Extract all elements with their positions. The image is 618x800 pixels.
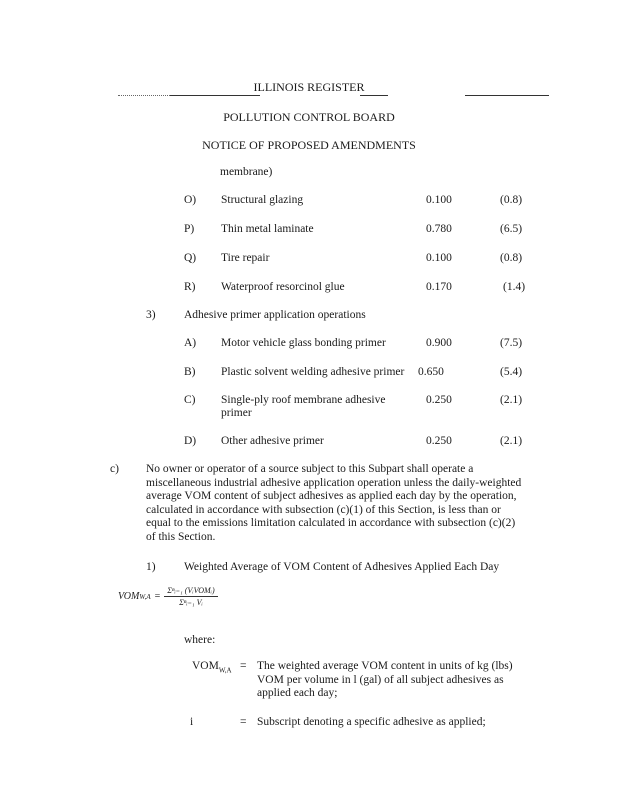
header-rule-mid	[360, 95, 388, 96]
section-3-number: 3)	[146, 309, 156, 321]
item-d-label: D)	[184, 435, 197, 447]
definition-vom-text: The weighted average VOM content in units of kg (lbs) VOM per volume in l (gal) of all subject adhesives as applied each day;	[257, 660, 513, 699]
item-r-value1: 0.170	[426, 281, 452, 293]
section-3-title: Adhesive primer application operations	[184, 309, 366, 321]
definition-i-term: i	[190, 716, 194, 728]
item-q-value2: (0.8)	[500, 252, 523, 264]
item-d-value1: 0.250	[426, 435, 452, 447]
formula-equals: =	[154, 591, 161, 602]
section-c-label: c)	[110, 463, 119, 475]
item-a-name: Motor vehicle glass bonding primer	[221, 337, 386, 349]
header-rule-left	[170, 95, 260, 96]
item-b-value2: (5.4)	[500, 366, 523, 378]
item-b-label: B)	[184, 366, 196, 378]
item-b-name: Plastic solvent welding adhesive primer	[221, 366, 405, 378]
item-p-value1: 0.780	[426, 223, 452, 235]
board-title: POLLUTION CONTROL BOARD	[223, 110, 395, 124]
formula-lhs-sub: W,A	[139, 592, 151, 601]
where-label: where:	[184, 634, 216, 646]
item-a-value1: 0.900	[426, 337, 452, 349]
register-title: ILLINOIS REGISTER	[253, 80, 365, 94]
item-r-name: Waterproof resorcinol glue	[221, 281, 345, 293]
item-r-value2: (1.4)	[503, 281, 526, 293]
definition-vom-term-main: VOM	[192, 660, 219, 672]
item-o-name: Structural glazing	[221, 194, 304, 206]
item-b-value1: 0.650	[418, 366, 444, 378]
item-r-label: R)	[184, 281, 196, 293]
item-q-value1: 0.100	[426, 252, 452, 264]
item-o-value2: (0.8)	[500, 194, 523, 206]
formula-numerator: Σⁿᵢ₌₁ (VᵢVOMᵢ)	[164, 586, 217, 597]
item-o-label: O)	[184, 194, 197, 206]
header-rule-right	[465, 95, 549, 96]
weighted-average-formula	[118, 586, 218, 607]
definition-vom-term	[192, 660, 232, 674]
subsection-1-title: Weighted Average of VOM Content of Adhesives Applied Each Day	[184, 561, 500, 573]
item-c-value1: 0.250	[426, 394, 452, 406]
subsection-1-number: 1)	[146, 561, 156, 573]
item-a-value2: (7.5)	[500, 337, 523, 349]
header-left-dots	[118, 95, 170, 96]
item-p-label: P)	[184, 223, 195, 235]
item-o-value1: 0.100	[426, 194, 452, 206]
item-c-label: C)	[184, 394, 196, 406]
item-q-name: Tire repair	[221, 252, 270, 264]
formula-lhs: VOM	[118, 591, 140, 602]
item-d-value2: (2.1)	[500, 435, 523, 447]
item-c-value2: (2.1)	[500, 394, 523, 406]
definition-i-text: Subscript denoting a specific adhesive as applied;	[257, 716, 486, 728]
item-p-value2: (6.5)	[500, 223, 523, 235]
definition-i-eq: =	[240, 716, 247, 728]
formula-denominator: Σⁿᵢ₌₁ Vᵢ	[179, 598, 203, 607]
item-c-name: Single-ply roof membrane adhesive primer	[221, 394, 386, 419]
item-a-label: A)	[184, 337, 197, 349]
definition-vom-term-sub: W,A	[218, 666, 232, 675]
continuation-text: membrane)	[220, 166, 273, 178]
formula-fraction	[164, 586, 217, 607]
item-d-name: Other adhesive primer	[221, 435, 324, 447]
section-c-paragraph: No owner or operator of a source subject to this Subpart shall operate a miscellaneous industrial adhesive application operation unless the daily-weighted average VOM content of subject adhesives as applied each day by the operation, calculated in accordance with subsection (c)(1) of this Section, is less than or equal to the emissions limitation calculated in accordance with subsection (c)(2) of this Section.	[146, 463, 522, 543]
item-p-name: Thin metal laminate	[221, 223, 314, 235]
item-q-label: Q)	[184, 252, 197, 264]
definition-vom-eq: =	[240, 660, 247, 672]
notice-title: NOTICE OF PROPOSED AMENDMENTS	[202, 138, 416, 152]
